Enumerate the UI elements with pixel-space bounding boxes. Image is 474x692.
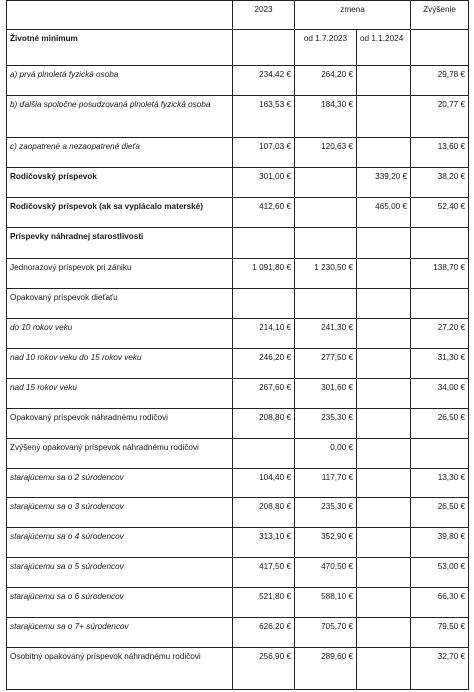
table-row — [7, 469, 469, 498]
value-from-jan — [357, 618, 411, 648]
table-row — [7, 66, 469, 96]
value-2023: 163,53 € — [233, 96, 295, 138]
row-label: starajúcemu sa o 4 súrodencov — [7, 528, 233, 558]
value-2023: 626,20 € — [233, 618, 295, 648]
row-label: Príspevky náhradnej starostlivosti — [7, 228, 233, 259]
value-increase: 13,30 € — [411, 469, 469, 498]
value-2023: 301,00 € — [233, 168, 295, 198]
row-label: Zvýšený opakovaný príspevok náhradnému rodičovi — [7, 439, 233, 469]
row-label: Osobitný opakovaný príspevok náhradnému rodičovi — [7, 648, 233, 690]
value-increase: 13,60 € — [411, 138, 469, 168]
table-row — [7, 439, 469, 469]
value-increase: 52,40 € — [411, 198, 469, 228]
table-row — [7, 618, 469, 648]
table-row — [7, 138, 469, 168]
header-increase-blank — [411, 30, 469, 66]
header-change: zmena — [295, 1, 411, 30]
value-from-july: 301,60 € — [295, 379, 357, 409]
table-row — [7, 528, 469, 558]
value-from-july: 235,30 € — [295, 409, 357, 439]
value-from-july: 588,10 € — [295, 588, 357, 618]
value-from-jan — [357, 228, 411, 259]
value-from-jan — [357, 66, 411, 96]
value-increase: 26,50 € — [411, 498, 469, 528]
table-row — [7, 228, 469, 259]
value-from-jan — [357, 648, 411, 690]
value-from-jan — [357, 349, 411, 379]
table-row — [7, 588, 469, 618]
benefits-grid — [6, 0, 469, 690]
table-row — [7, 558, 469, 588]
header-2023-blank — [233, 30, 295, 66]
value-from-jan — [357, 96, 411, 138]
value-2023: 521,80 € — [233, 588, 295, 618]
value-from-jan: 465,00 € — [357, 198, 411, 228]
header-from-jan: od 1.1.2024 — [357, 30, 411, 66]
header-row-sub — [7, 30, 469, 66]
value-2023: 267,60 € — [233, 379, 295, 409]
value-2023: 256,90 € — [233, 648, 295, 690]
table-row — [7, 648, 469, 690]
table-row — [7, 168, 469, 198]
value-from-july: 241,30 € — [295, 319, 357, 349]
value-from-july: 120,63 € — [295, 138, 357, 168]
value-from-jan — [357, 379, 411, 409]
value-2023: 208,80 € — [233, 409, 295, 439]
value-increase: 66,30 € — [411, 588, 469, 618]
header-corner — [7, 1, 233, 30]
value-from-july: 235,30 € — [295, 498, 357, 528]
value-from-jan — [357, 289, 411, 319]
table-row — [7, 349, 469, 379]
value-increase: 26,50 € — [411, 409, 469, 439]
value-increase: 39,80 € — [411, 528, 469, 558]
value-increase: 20,77 € — [411, 96, 469, 138]
value-from-july — [295, 228, 357, 259]
value-from-july: 277,50 € — [295, 349, 357, 379]
row-label: starajúcemu sa o 2 súrodencov — [7, 469, 233, 498]
value-increase: 29,78 € — [411, 66, 469, 96]
value-from-jan — [357, 469, 411, 498]
header-row-top — [7, 1, 469, 30]
value-2023: 313,10 € — [233, 528, 295, 558]
value-increase: 27,20 € — [411, 319, 469, 349]
row-label: starajúcemu sa o 3 súrodencov — [7, 498, 233, 528]
table-row — [7, 498, 469, 528]
table-row — [7, 289, 469, 319]
row-label: starajúcemu sa o 5 súrodencov — [7, 558, 233, 588]
value-2023: 412,60 € — [233, 198, 295, 228]
table-row — [7, 96, 469, 138]
value-increase: 38,20 € — [411, 168, 469, 198]
value-2023: 417,50 € — [233, 558, 295, 588]
row-label: do 10 rokov veku — [7, 319, 233, 349]
value-from-july — [295, 168, 357, 198]
value-increase — [411, 289, 469, 319]
table-row — [7, 259, 469, 289]
row-label: b) ďalšia spoločne posudzovaná plnoletá fyzická osoba — [7, 96, 233, 138]
value-from-july: 470,50 € — [295, 558, 357, 588]
value-from-july: 1 230,50 € — [295, 259, 357, 289]
row-label: c) zaopatrené a nezaopatrené dieťa — [7, 138, 233, 168]
value-from-july: 184,30 € — [295, 96, 357, 138]
header-2023: 2023 — [233, 1, 295, 30]
value-from-jan — [357, 409, 411, 439]
value-from-jan — [357, 439, 411, 469]
row-label: Jednorazový príspevok pri zániku — [7, 259, 233, 289]
value-from-july: 352,90 € — [295, 528, 357, 558]
value-from-july: 289,60 € — [295, 648, 357, 690]
value-increase: 79,50 € — [411, 618, 469, 648]
value-2023 — [233, 289, 295, 319]
value-increase: 32,70 € — [411, 648, 469, 690]
value-2023 — [233, 439, 295, 469]
row-label: starajúcemu sa o 7+ súrodencov — [7, 618, 233, 648]
value-from-jan: 339,20 € — [357, 168, 411, 198]
value-2023 — [233, 228, 295, 259]
row-label: nad 15 rokov veku — [7, 379, 233, 409]
value-from-july: 705,70 € — [295, 618, 357, 648]
value-from-july: 0,00 € — [295, 439, 357, 469]
value-from-jan — [357, 498, 411, 528]
value-from-jan — [357, 319, 411, 349]
value-increase: 138,70 € — [411, 259, 469, 289]
row-label: Opakovaný príspevok náhradnému rodičovi — [7, 409, 233, 439]
table-row — [7, 379, 469, 409]
value-2023: 214,10 € — [233, 319, 295, 349]
value-from-jan — [357, 588, 411, 618]
table-row — [7, 198, 469, 228]
value-from-july — [295, 289, 357, 319]
value-increase — [411, 228, 469, 259]
benefits-table — [6, 0, 468, 690]
value-from-jan — [357, 528, 411, 558]
value-from-july — [295, 198, 357, 228]
value-from-jan — [357, 259, 411, 289]
value-from-jan — [357, 558, 411, 588]
table-row — [7, 409, 469, 439]
value-2023: 246,20 € — [233, 349, 295, 379]
value-from-july: 264,20 € — [295, 66, 357, 96]
row-label: Opakovaný príspevok dieťaťu — [7, 289, 233, 319]
value-2023: 1 091,80 € — [233, 259, 295, 289]
header-living-minimum: Životné minimum — [7, 30, 233, 66]
value-increase: 53,00 € — [411, 558, 469, 588]
row-label: a) prvá plnoletá fyzická osoba — [7, 66, 233, 96]
value-2023: 104,40 € — [233, 469, 295, 498]
row-label: nad 10 rokov veku do 15 rokov veku — [7, 349, 233, 379]
header-increase: Zvýšenie — [411, 1, 469, 30]
value-increase — [411, 439, 469, 469]
value-2023: 107,03 € — [233, 138, 295, 168]
row-label: Rodičovský príspevok — [7, 168, 233, 198]
row-label: starajúcemu sa o 6 súrodencov — [7, 588, 233, 618]
value-increase: 34,00 € — [411, 379, 469, 409]
value-2023: 208,80 € — [233, 498, 295, 528]
table-row — [7, 319, 469, 349]
value-increase: 31,30 € — [411, 349, 469, 379]
row-label: Rodičovský príspevok (ak sa vyplácalo materské) — [7, 198, 233, 228]
header-from-july: od 1.7.2023 — [295, 30, 357, 66]
value-from-jan — [357, 138, 411, 168]
value-2023: 234,42 € — [233, 66, 295, 96]
value-from-july: 117,70 € — [295, 469, 357, 498]
